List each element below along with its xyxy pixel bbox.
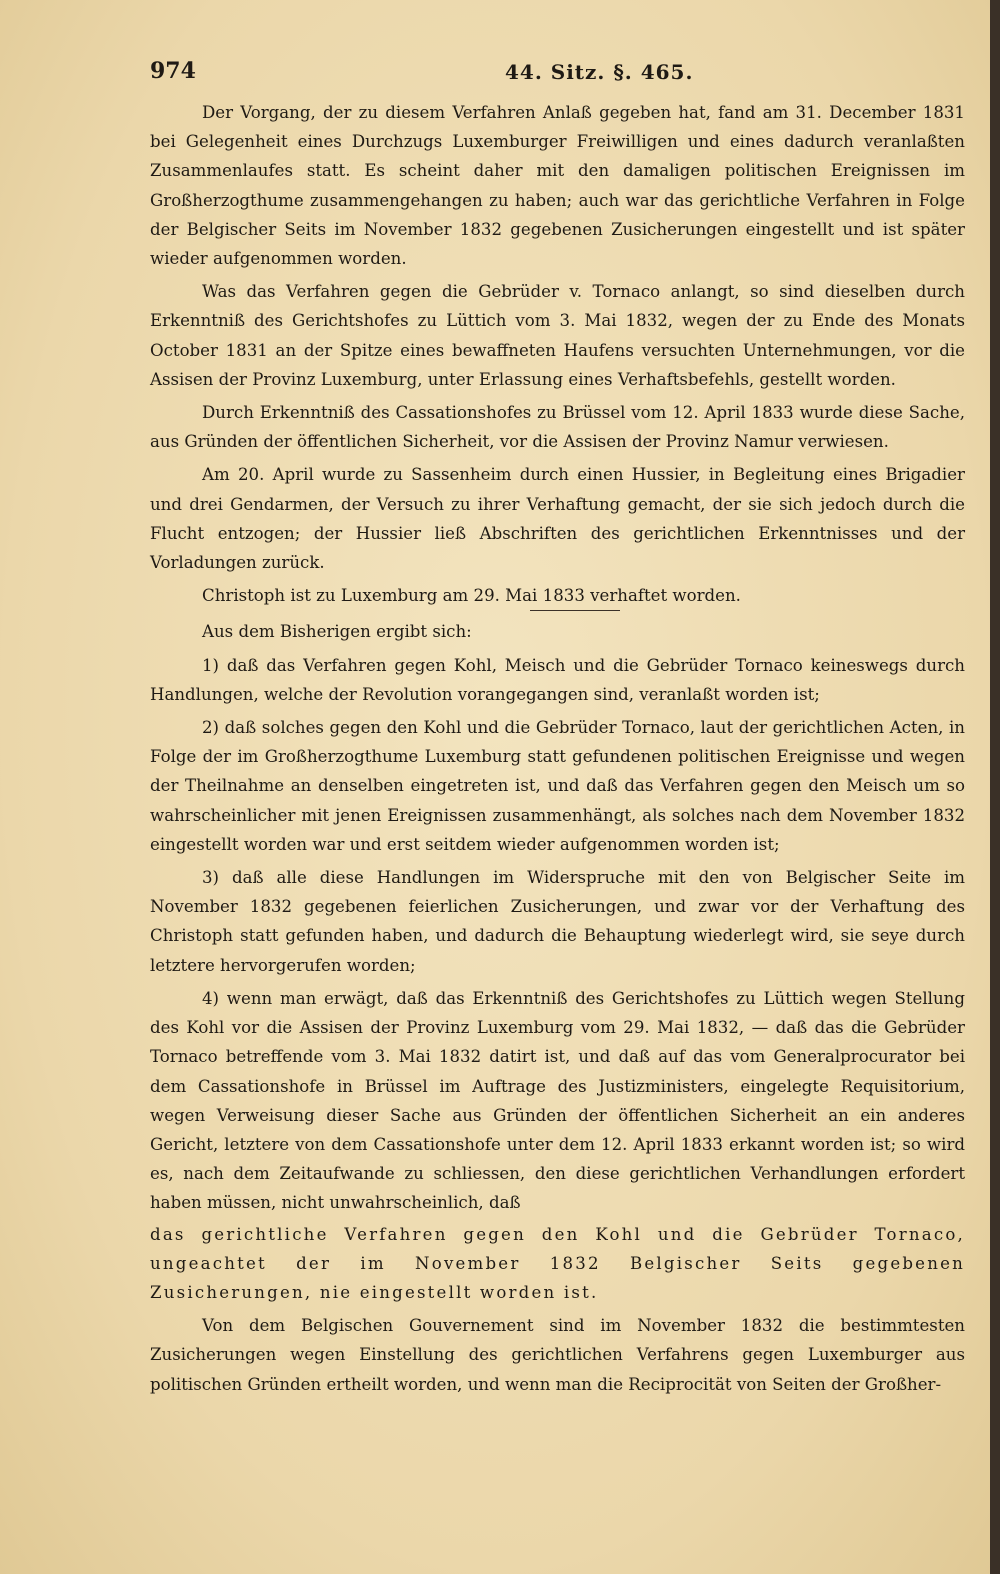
separator-rule bbox=[530, 610, 620, 611]
paragraph-point-4: 4) wenn man erwägt, daß das Erkenntniß des Gerichtshofes zu Lüttich wegen Stellung des Kohl vor die Assisen der Provinz Luxemburg vom 29. Mai 1832, — daß das die Gebrüder Tornaco betreffende vom 3. Mai 1832 datirt ist, und daß auf das vom Generalprocurator bei dem Cassationshofe in Brüssel im Auftrage des Justizministers, eingelegte Requisitorium, wegen Verweisung dieser Sache aus Gründen der öffentlichen Sicherheit an ein anderes Gericht, letztere von dem Cassationshofe unter dem 12. April 1833 erkannt worden ist; so wird es, nach dem Zeitaufwande zu schliessen, den diese gerichtlichen Verhandlungen erfordert haben müssen, nicht unwahrscheinlich, daß bbox=[150, 988, 965, 1213]
paragraph-point-4-conclusion: das gerichtliche Verfahren gegen den Kohl und die Gebrüder Tornaco, ungeachtet der im November 1832 Belgischer Seits gegebenen Zusicherungen, nie eingestellt worden ist. bbox=[150, 1224, 965, 1302]
running-title: 44. Sitz. §. 465. bbox=[505, 60, 694, 84]
page-edge-shadow bbox=[990, 0, 1000, 1574]
page-number: 974 bbox=[150, 58, 196, 84]
page-body bbox=[150, 98, 965, 1403]
paragraph-sassenheim: Am 20. April wurde zu Sassenheim durch einen Hussier, in Begleitung eines Brigadier und drei Gendarmen, der Versuch zu ihrer Verhaftung gemacht, der sie sich jedoch durch die Flucht entzogen; der Hussier ließ Abschriften des gerichtlichen Erkenntnisses und der Vorladungen zurück. bbox=[150, 465, 965, 573]
paragraph-tornaco: Was das Verfahren gegen die Gebrüder v. Tornaco anlangt, so sind dieselben durch Erkenntniß des Gerichtshofes zu Lüttich vom 3. Mai 1832, wegen der zu Ende des Monats October 1831 an der Spitze eines bewaffneten Haufens versuchten Unternehmungen, vor die Assisen der Provinz Luxemburg, unter Erlassung eines Verhaftsbefehls, gestellt worden. bbox=[150, 282, 965, 389]
paragraph-point-2: 2) daß solches gegen den Kohl und die Gebrüder Tornaco, laut der gerichtlichen Acten, in Folge der im Großherzogthume Luxemburg statt gefundenen politischen Ereignisse und wegen der Theilnahme an denselben eingetreten ist, und daß das Verfahren gegen den Meisch um so wahrscheinlicher mit jenen Ereignissen zusammenhängt, als solches nach dem November 1832 eingestellt worden war und erst seitdem wieder aufgenommen worden ist; bbox=[150, 718, 965, 854]
paragraph-summary-intro: Aus dem Bisherigen ergibt sich: bbox=[202, 622, 472, 642]
paragraph-vorgang: Der Vorgang, der zu diesem Verfahren Anlaß gegeben hat, fand am 31. December 1831 bei Gelegenheit eines Durchzugs Luxemburger Freiwilligen und eines dadurch veranlaßten Zusammenlaufes statt. Es scheint daher mit den damaligen politischen Ereignissen im Großherzogthume zusammengehangen zu haben; auch war das gerichtliche Verfahren in Folge der Belgischer Seits im November 1832 gegebenen Zusicherungen eingestellt und ist später wieder aufgenommen worden. bbox=[150, 103, 965, 269]
page-header bbox=[150, 58, 970, 92]
paragraph-point-3: 3) daß alle diese Handlungen im Widerspruche mit den von Belgischer Seite im November 1832 gegebenen feierlichen Zusicherungen, und zwar vor der Verhaftung des Christoph statt gefunden haben, und dadurch die Behauptung wiederlegt wird, sie seye durch letztere hervorgerufen worden; bbox=[150, 868, 965, 975]
paragraph-cassation: Durch Erkenntniß des Cassationshofes zu Brüssel vom 12. April 1833 wurde diese Sache, aus Gründen der öffentlichen Sicherheit, vor die Assisen der Provinz Namur verwiesen. bbox=[150, 403, 965, 452]
paragraph-christoph: Christoph ist zu Luxemburg am 29. Mai 1833 verhaftet worden. bbox=[202, 586, 741, 606]
paragraph-point-1: 1) daß das Verfahren gegen Kohl, Meisch und die Gebrüder Tornaco keineswegs durch Handlungen, welche der Revolution vorangegangen sind, veranlaßt worden ist; bbox=[150, 655, 965, 704]
paragraph-belgian-government: Von dem Belgischen Gouvernement sind im November 1832 die bestimmtesten Zusicherungen wegen Einstellung des gerichtlichen Verfahrens gegen Luxemburger aus politischen Gründen ertheilt worden, und wenn man die Reciprocität von Seiten der Großher- bbox=[150, 1316, 965, 1394]
